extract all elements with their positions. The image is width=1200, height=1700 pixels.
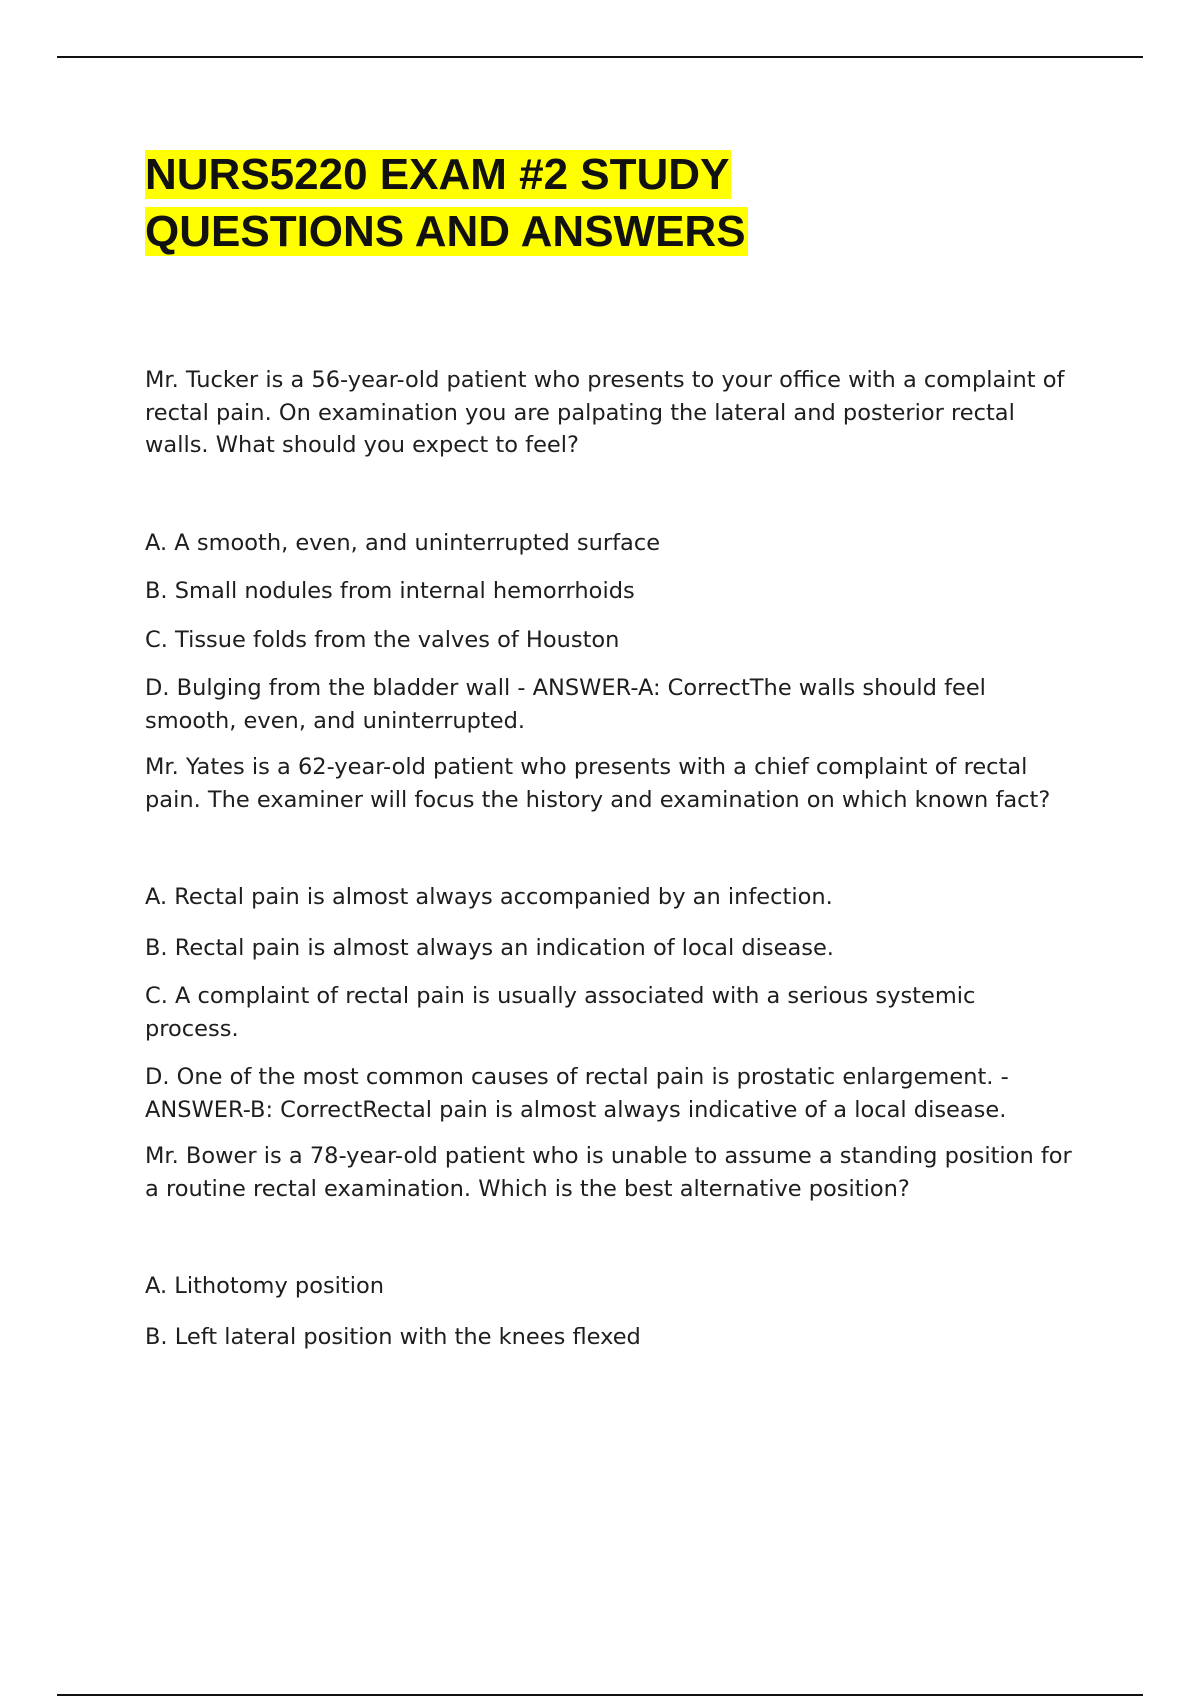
question-2-option-a: A. Rectal pain is almost always accompanied by an infection. [145,884,833,910]
question-1-option-d-answer: D. Bulging from the bladder wall - ANSWER-A: CorrectThe walls should feel smooth, even, and uninterrupted. [145,675,986,734]
question-2-option-d-answer: D. One of the most common causes of rectal pain is prostatic enlargement. - ANSWER-B: CorrectRectal pain is almost always indicative of a local disease. [145,1064,1009,1123]
question-2-option-c: C. A complaint of rectal pain is usually associated with a serious systemic process. [145,983,976,1042]
question-1-stem: Mr. Tucker is a 56-year-old patient who presents to your office with a complaint of rectal pain. On examination you are palpating the lateral and posterior rectal walls. What should you expect to feel? [145,367,1065,458]
title-line-2: QUESTIONS AND ANSWERS [145,207,746,256]
top-divider [57,56,1143,58]
document-body [145,364,1075,1369]
question-3-stem: Mr. Bower is a 78-year-old patient who is unable to assume a standing position for a routine rectal examination. Which is the best alternative position? [145,1143,1072,1202]
document-title [145,146,1145,260]
title-line-1: NURS5220 EXAM #2 STUDY [145,150,730,199]
question-1-option-b: B. Small nodules from internal hemorrhoids [145,578,635,604]
question-3-option-a: A. Lithotomy position [145,1273,385,1299]
question-2-stem: Mr. Yates is a 62-year-old patient who presents with a chief complaint of rectal pain. The examiner will focus the history and examination on which known fact? [145,754,1051,813]
question-1-option-c: C. Tissue folds from the valves of Houston [145,626,620,653]
question-3-option-b: B. Left lateral position with the knees flexed [145,1323,641,1350]
question-2-option-b: B. Rectal pain is almost always an indication of local disease. [145,934,834,961]
bottom-divider [57,1694,1143,1696]
question-1-option-a: A. A smooth, even, and uninterrupted surface [145,529,661,556]
